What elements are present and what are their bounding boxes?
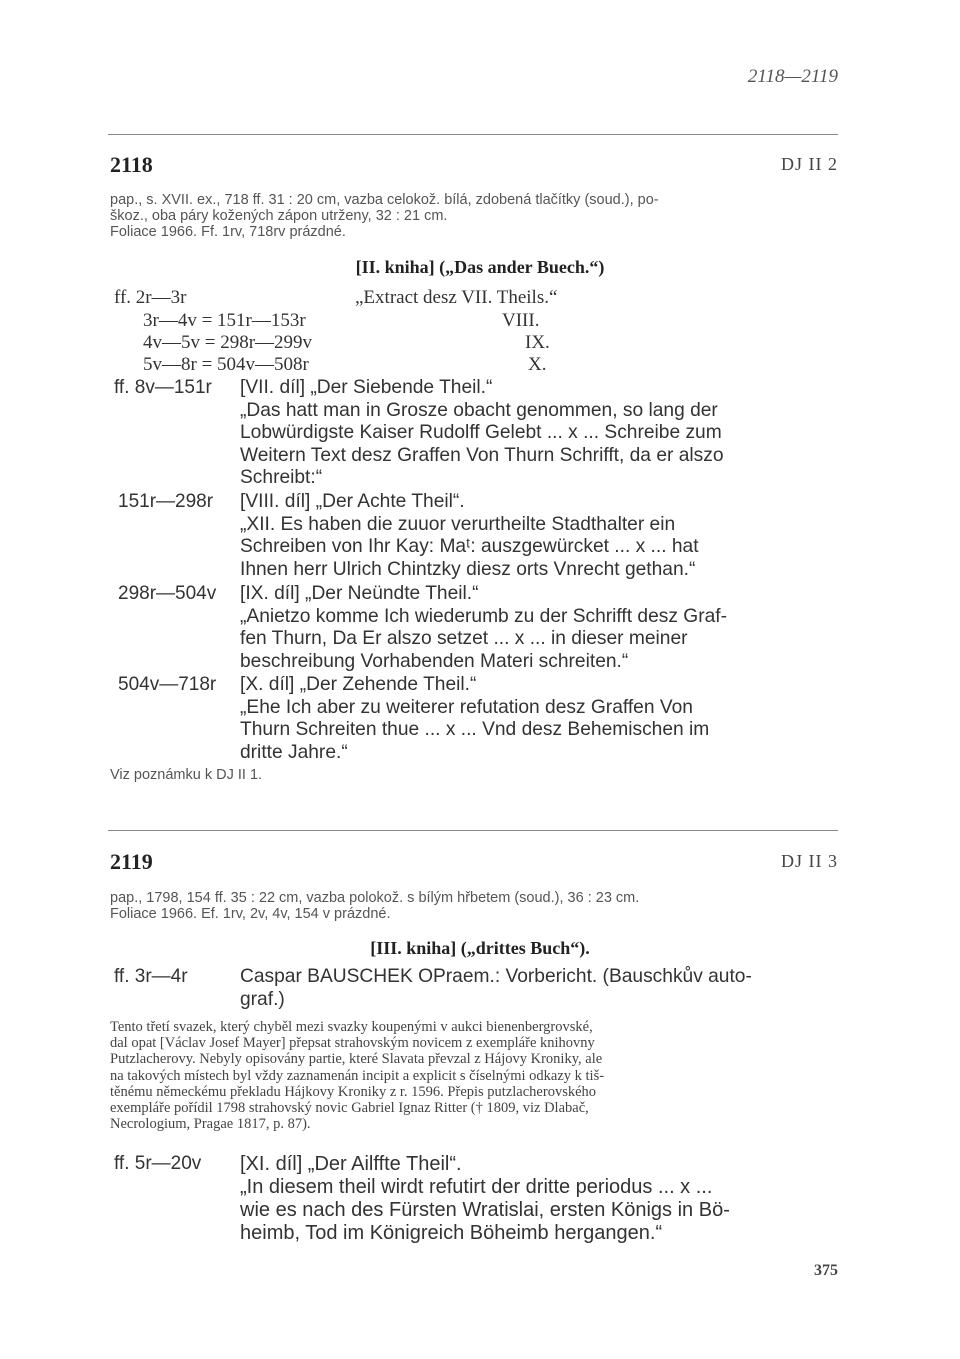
section-line: Schreibt:“ bbox=[240, 467, 323, 488]
concordance-left: 4v—5v = 298r—299v bbox=[143, 332, 313, 353]
shelfmark-2119: DJ II 3 bbox=[781, 851, 838, 871]
section-viii bbox=[240, 491, 840, 581]
section-line: dritte Jahre.“ bbox=[240, 741, 348, 763]
note-line: Necrologium, Pragae 1817, p. 87). bbox=[110, 1116, 311, 1133]
section-line: Ihnen herr Ulrich Chintzky diesz orts Vnrecht gethan.“ bbox=[240, 558, 696, 580]
entry-number-2119: 2119 bbox=[110, 849, 153, 874]
section-line: „In diesem theil wirdt refutirt der dritte periodus ... x ... bbox=[240, 1176, 713, 1198]
provenance-note bbox=[110, 1019, 840, 1132]
concordance-right: VIII. bbox=[502, 310, 540, 331]
section-line: Thurn Schreiten thue ... x ... Vnd desz Behemischen im bbox=[240, 719, 710, 740]
running-head: 2118—2119 bbox=[747, 66, 838, 87]
concordance-left: 5v—8r = 504v—508r bbox=[143, 354, 309, 375]
concordance-right: X. bbox=[528, 354, 547, 375]
note-line: dal opat [Václav Josef Mayer] přepsat strahovským novicem z exempláře knihovny bbox=[110, 1035, 595, 1052]
section-divider bbox=[108, 134, 838, 135]
note-line: Tento třetí svazek, který chyběl mezi svazky koupenými v aukci bienenbergrovské, bbox=[110, 1019, 593, 1035]
volume-heading-2118: [II. kniha] („Das ander Buech.“) bbox=[355, 257, 605, 277]
description-line: škoz., oba páry kožených zápon utrženy, 32 : 21 cm. bbox=[110, 208, 448, 224]
description-line: Foliace 1966. Ff. 1rv, 718rv prázdné. bbox=[110, 224, 346, 240]
description-2119 bbox=[110, 890, 840, 922]
concordance-left: 3r—4v = 151r—153r bbox=[143, 310, 306, 331]
section-line: „XII. Es haben die zuuor verurtheilte Stadthalter ein bbox=[240, 513, 676, 535]
section-line: „Anietzo komme Ich wiederumb zu der Schrifft desz Graf- bbox=[240, 605, 727, 627]
section-line: wie es nach des Fürsten Wratislai, ersten Königs in Bö- bbox=[240, 1199, 730, 1221]
page-number: 375 bbox=[814, 1262, 838, 1279]
section-line: fen Thurn, Da Er alszo setzet ... x ... in dieser meiner bbox=[240, 628, 688, 649]
shelfmark-2118: DJ II 2 bbox=[781, 154, 838, 174]
folio-range: 298r—504v bbox=[118, 583, 217, 604]
description-line: Foliace 1966. Ef. 1rv, 2v, 4v, 154 v prázdné. bbox=[110, 906, 391, 922]
note-line: těnému německému překladu Hájkovy Kroniky z r. 1596. Přepis putzlacherovského bbox=[110, 1083, 597, 1100]
section-ix bbox=[240, 583, 840, 673]
folio-range: ff. 5r—20v bbox=[114, 1153, 202, 1174]
section-vii bbox=[240, 377, 840, 490]
section-line: Caspar BAUSCHEK OPraem.: Vorbericht. (Bauschkův auto- bbox=[240, 966, 752, 987]
vorbericht-item bbox=[240, 966, 840, 1011]
section-line: beschreibung Vorhabenden Materi schreiten.“ bbox=[240, 650, 629, 672]
folio-range: ff. 3r—4r bbox=[114, 966, 188, 987]
section-line: „Das hatt man in Grosze obacht genommen, so lang der bbox=[240, 399, 718, 421]
section-line: [XI. díl] „Der Ailffte Theil“. bbox=[240, 1153, 462, 1175]
concordance-left: ff. 2r—3r bbox=[114, 287, 187, 308]
folio-range: ff. 8v—151r bbox=[114, 377, 212, 398]
folio-range: 151r—298r bbox=[118, 491, 214, 512]
description-line: pap., s. XVII. ex., 718 ff. 31 : 20 cm, vazba celokož. bílá, zdobená tlačítky (soud.), po- bbox=[110, 192, 659, 208]
section-line: Lobwürdigste Kaiser Rudolff Gelebt ... x ... Schreibe zum bbox=[240, 422, 722, 443]
section-line: heimb, Tod im Königreich Böheimb hergangen.“ bbox=[240, 1222, 663, 1244]
concordance-right: „Extract desz VII. Theils.“ bbox=[355, 287, 558, 308]
note-line: na takových místech byl vždy zaznamenán incipit a explicit s číselnými odkazy k tiš- bbox=[110, 1067, 605, 1084]
entry-number-2118: 2118 bbox=[110, 152, 153, 177]
section-line: [VIII. díl] „Der Achte Theil“. bbox=[240, 491, 465, 512]
note-line: exempláře pořídil 1798 strahovský novic Gabriel Ignaz Ritter († 1809, viz Dlabač, bbox=[110, 1100, 589, 1117]
concordance-right: IX. bbox=[525, 332, 550, 353]
section-xi bbox=[240, 1153, 840, 1245]
section-line: Schreiben von Ihr Kay: Maᵗ: auszgewürcket ... x ... hat bbox=[240, 536, 699, 557]
description-line: pap., 1798, 154 ff. 35 : 22 cm, vazba polokož. s bílým hřbetem (soud.), 36 : 23 cm. bbox=[110, 890, 640, 906]
section-line: [VII. díl] „Der Siebende Theil.“ bbox=[240, 377, 493, 398]
volume-heading-2119: [III. kniha] („drittes Buch“). bbox=[370, 938, 590, 958]
note-line: Putzlacherovy. Nebyly opisovány partie, které Slavata převzal z Hájovy Kroniky, ale bbox=[110, 1051, 603, 1068]
folio-range: 504v—718r bbox=[118, 674, 217, 695]
section-x bbox=[240, 674, 840, 764]
section-line: [IX. díl] „Der Neündte Theil.“ bbox=[240, 583, 479, 604]
cross-reference: Viz poznámku k DJ II 1. bbox=[110, 767, 263, 783]
section-line: „Ehe Ich aber zu weiterer refutation desz Graffen Von bbox=[240, 696, 693, 718]
section-line: Weitern Text desz Graffen Von Thurn Schrifft, da er alszo bbox=[240, 444, 724, 466]
section-divider bbox=[108, 830, 838, 831]
section-line: graf.) bbox=[240, 988, 285, 1010]
description-2118 bbox=[110, 192, 840, 240]
section-line: [X. díl] „Der Zehende Theil.“ bbox=[240, 674, 477, 695]
